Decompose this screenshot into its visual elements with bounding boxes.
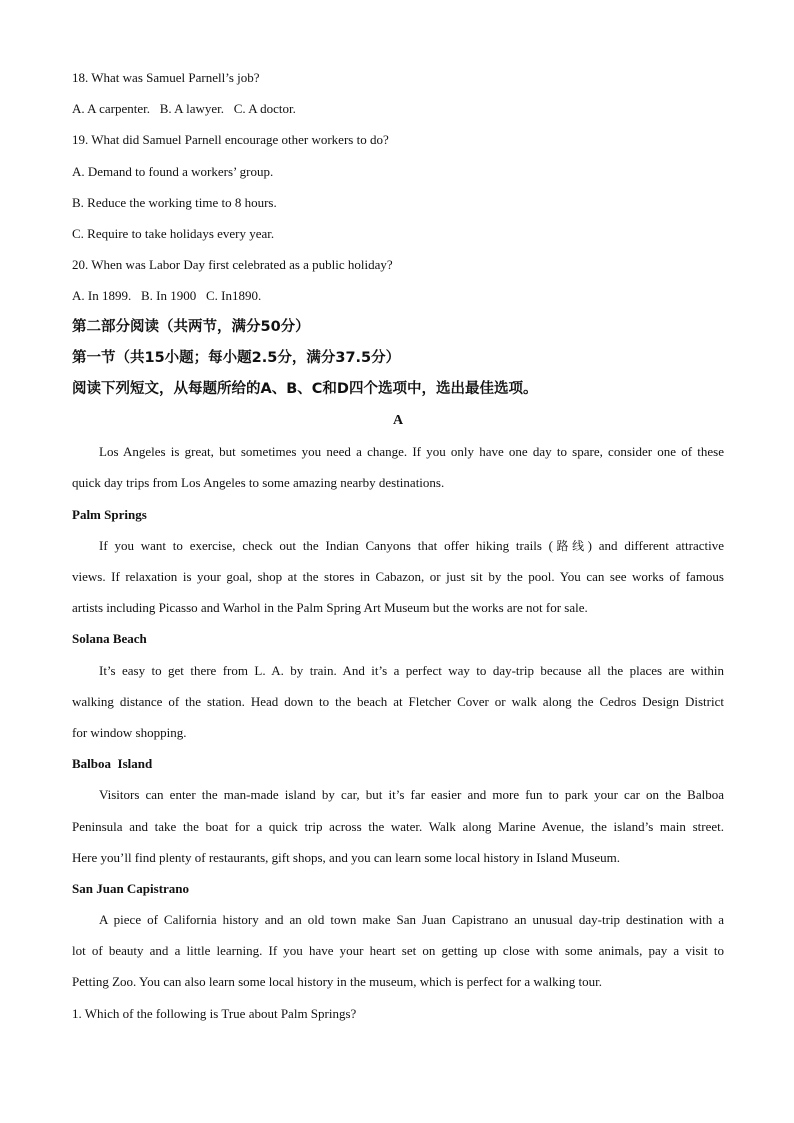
palm-springs-line-2: views. If relaxation is your goal, shop at the stores in Cabazon, or just sit by the pool. You can see works of famous: [72, 569, 724, 584]
balboa-island-line-3: Here you’ll find plenty of restaurants, gift shops, and you can learn some local history in Island Museum.: [72, 849, 621, 865]
question-20-options: A. In 1899. B. In 1900 C. In1890.: [72, 288, 262, 304]
question-19-option-b: B. Reduce the working time to 8 hours.: [72, 194, 277, 210]
san-juan-capistrano-heading: San Juan Capistrano: [72, 880, 190, 896]
question-18: 18. What was Samuel Parnell’s job?: [72, 70, 260, 85]
solana-beach-heading: Solana Beach: [72, 631, 147, 647]
palm-springs-line-1a: If you want to exercise, check out the Indian Canyons that offer hiking trails (: [99, 537, 554, 553]
question-19-option-a: A. Demand to found a workers’ group.: [72, 163, 274, 179]
section-one-title: 第一节（共15小题；每小题2.5分，满分37.5分）: [72, 349, 401, 366]
question-19: 19. What did Samuel Parnell encourage other workers to do?: [72, 132, 389, 148]
intro-line-1: Los Angeles is great, but sometimes you need a change. If you only have one day to spare, consider one of these: [99, 444, 724, 460]
balboa-island-heading: Balboa Island: [72, 756, 153, 772]
document-page: [72, 62, 724, 1029]
palm-springs-line-1: [72, 530, 724, 561]
solana-beach-line-2: walking distance of the station. Head down to the beach at Fletcher Cover or walk along the Cedros Design District: [72, 693, 724, 709]
balboa-island-line-2: Peninsula and take the boat for a quick trip across the water. Walk along Marine Avenue, the island’s main street.: [72, 818, 724, 834]
intro-line-2: quick day trips from Los Angeles to some amazing nearby destinations.: [72, 475, 445, 491]
question-20: 20. When was Labor Day first celebrated as a public holiday?: [72, 257, 393, 273]
palm-springs-gloss: 路线: [553, 538, 588, 553]
question-19-option-c: C. Require to take holidays every year.: [72, 225, 275, 241]
question-18-options: A. A carpenter. B. A lawyer. C. A doctor.: [72, 101, 296, 117]
reading-instruction: 阅读下列短文，从每题所给的A、B、C和D四个选项中，选出最佳选项。: [72, 380, 538, 397]
passage-letter: A: [392, 413, 404, 429]
part-two-title: 第二部分阅读（共两节，满分50分）: [72, 318, 310, 335]
balboa-island-line-1: Visitors can enter the man-made island by car, but it’s far easier and more fun to park your car on the Balboa: [99, 787, 724, 803]
palm-springs-heading: Palm Springs: [72, 506, 147, 522]
solana-beach-line-3: for window shopping.: [72, 724, 187, 740]
san-juan-line-1: A piece of California history and an old town make San Juan Capistrano an unusual day-trip destination with a: [99, 912, 724, 928]
palm-springs-line-1b: ) and different attractive: [587, 537, 724, 553]
question-1: 1. Which of the following is True about Palm Springs?: [72, 1005, 357, 1021]
san-juan-line-3: Petting Zoo. You can also learn some local history in the museum, which is perfect for a walking tour.: [72, 974, 603, 990]
san-juan-line-2: lot of beauty and a little learning. If you have your heart set on getting up close with some animals, pay a visit to: [72, 943, 724, 959]
palm-springs-line-3: artists including Picasso and Warhol in the Palm Spring Art Museum but the works are not for sale.: [72, 600, 588, 616]
solana-beach-line-1: It’s easy to get there from L. A. by train. And it’s a perfect way to day-trip because all the places are within: [99, 662, 724, 678]
